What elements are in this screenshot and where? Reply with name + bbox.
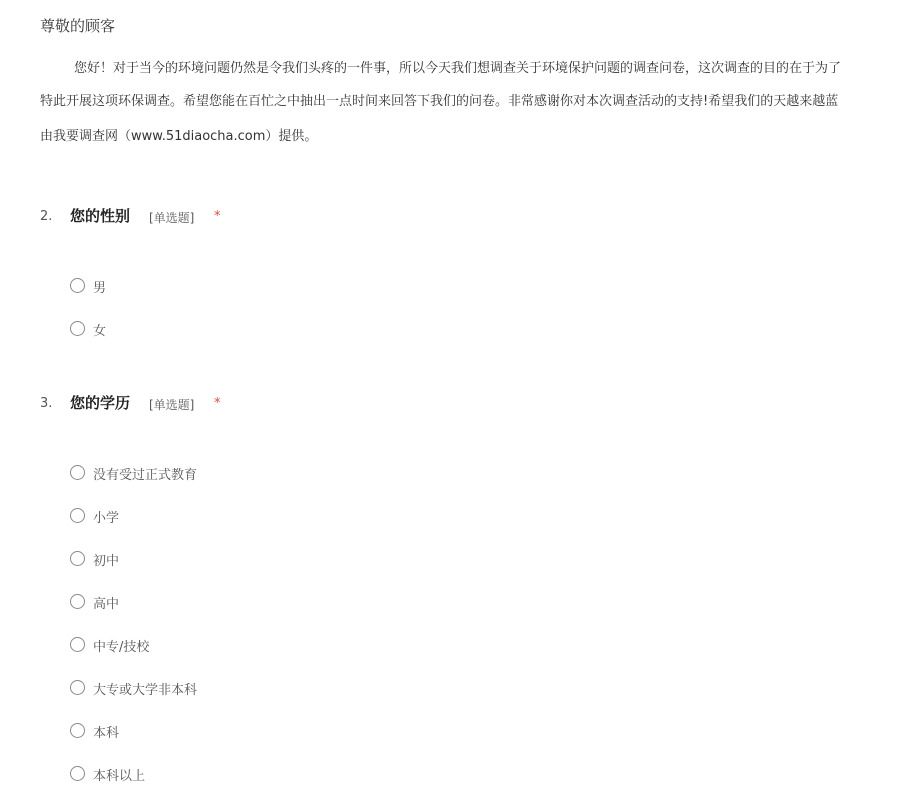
greeting-heading: 尊敬的顾客 (40, 17, 116, 35)
radio-button[interactable] (70, 766, 85, 781)
radio-button[interactable] (70, 278, 85, 293)
option-label: 本科 (93, 726, 120, 741)
option-label: 本科以上 (93, 769, 146, 784)
intro-text-line-3: 由我要调查网（www.51diaocha.com）提供。 (40, 129, 318, 144)
required-marker: * (214, 209, 221, 224)
radio-button[interactable] (70, 321, 85, 336)
option-label: 男 (93, 281, 107, 296)
question-number: 2. (40, 209, 53, 224)
question-number: 3. (40, 396, 53, 411)
radio-button[interactable] (70, 465, 85, 480)
radio-button[interactable] (70, 637, 85, 652)
option-label: 小学 (93, 511, 120, 526)
intro-text-line-1: 您好！对于当今的环境问题仍然是令我们头疼的一件事，所以今天我们想调查关于环境保护问题的调查问卷，这次调查的目的在于为了 (74, 61, 842, 76)
option-label: 女 (93, 324, 107, 339)
option-label: 初中 (93, 554, 120, 569)
question-title: 您的性别 (70, 207, 131, 225)
question-type-badge: [单选题] (149, 211, 195, 225)
radio-button[interactable] (70, 594, 85, 609)
radio-button[interactable] (70, 508, 85, 523)
radio-button[interactable] (70, 680, 85, 695)
option-label: 中专/技校 (93, 640, 150, 655)
required-marker: * (214, 396, 221, 411)
question-title: 您的学历 (70, 394, 131, 412)
radio-button[interactable] (70, 551, 85, 566)
question-type-badge: [单选题] (149, 398, 195, 412)
option-label: 大专或大学非本科 (93, 683, 198, 698)
radio-button[interactable] (70, 723, 85, 738)
option-label: 高中 (93, 597, 120, 612)
intro-text-line-2: 特此开展这项环保调查。希望您能在百忙之中抽出一点时间来回答下我们的问卷。非常感谢你对本次调查活动的支持!希望我们的天越来越蓝 (40, 94, 839, 109)
option-label: 没有受过正式教育 (93, 468, 198, 483)
